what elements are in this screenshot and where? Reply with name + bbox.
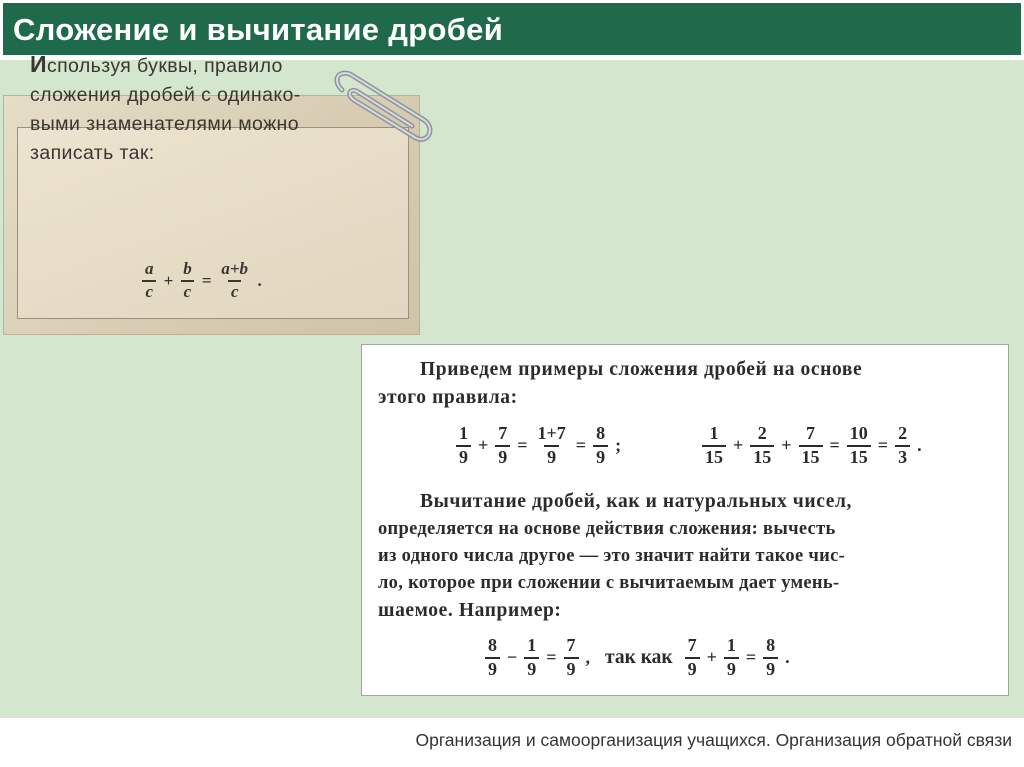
example-3 [483, 636, 795, 680]
equals-sign: = [517, 435, 528, 456]
plus-sign: + [163, 270, 174, 290]
rule-text-line-2: сложения дробей с одинако- [30, 84, 301, 106]
equals-sign: = [201, 270, 212, 290]
fraction-a-over-c: $\frac{a}{c}$ [142, 260, 157, 301]
drop-cap: И [30, 51, 47, 77]
fraction: $\frac{8}{9}$ [593, 424, 608, 468]
rule-text-line-1: Используя буквы, правило [30, 51, 283, 77]
rule-text-line-4: записать так: [30, 142, 155, 164]
para1-line2: этого правила: [378, 387, 518, 408]
example-1 [454, 424, 626, 468]
fraction: $\frac{7}{9}$ [685, 636, 700, 680]
fraction: $\frac{1}{9}$ [724, 636, 739, 680]
fraction: $\frac{2}{3}$ [895, 424, 910, 468]
period: . [785, 647, 790, 668]
plus-sign: + [733, 435, 744, 456]
semicolon: ; [615, 435, 622, 456]
period: . [917, 435, 922, 456]
para1-line1: Приведем примеры сложения дробей на основе [420, 359, 863, 380]
example-2 [700, 424, 927, 468]
period: . [258, 270, 263, 290]
fraction: $\frac{8}{9}$ [485, 636, 500, 680]
para2-line1: Вычитание дробей, как и натуральных чисел, [420, 491, 852, 512]
equals-sign: = [829, 435, 840, 456]
comma: , [585, 647, 591, 668]
para2-line3: из одного числа другое — это значит найти такое чис- [378, 546, 846, 566]
page-title: Сложение и вычитание дробей [13, 12, 504, 47]
fraction: $\frac{10}{15}$ [847, 424, 871, 468]
fraction: $\frac{1}{9}$ [524, 636, 539, 680]
fraction: $\frac{1}{15}$ [702, 424, 726, 468]
since-text: так как [605, 646, 673, 668]
footer-bar [0, 718, 1024, 767]
plus-sign: + [706, 647, 717, 668]
fraction: $\frac{1}{9}$ [456, 424, 471, 468]
fraction: $\frac{7}{15}$ [799, 424, 823, 468]
equals-sign: = [877, 435, 889, 456]
para2-line2: определяется на основе действия сложения: вычесть [378, 519, 836, 539]
plus-sign: + [781, 435, 792, 456]
plus-sign: + [478, 435, 489, 456]
equals-sign: = [745, 647, 757, 668]
fraction: $\frac{1+7}{9}$ [537, 423, 566, 467]
para2-line4: ло, которое при сложении с вычитаемым дает умень- [378, 573, 840, 593]
minus-sign: − [507, 647, 518, 668]
para2-line5: шаемое. Например: [378, 600, 562, 621]
rule-text-line-3: выми знаменателями можно [30, 113, 299, 135]
fraction: $\frac{7}{9}$ [495, 424, 510, 468]
fraction-b-over-c: $\frac{b}{c}$ [180, 260, 195, 301]
equals-sign: = [575, 435, 587, 456]
fraction-sum-over-c: $\frac{a+b}{c}$ [221, 259, 249, 301]
equals-sign: = [546, 647, 557, 668]
fraction: $\frac{2}{15}$ [750, 424, 774, 468]
fraction: $\frac{7}{9}$ [564, 636, 579, 680]
rule-formula [140, 260, 267, 310]
footer-caption: Организация и самоорганизация учащихся. Организация обратной связи [415, 730, 1012, 750]
fraction: $\frac{8}{9}$ [763, 636, 778, 680]
paperclip-icon [328, 68, 438, 148]
title-bar [3, 3, 1021, 55]
